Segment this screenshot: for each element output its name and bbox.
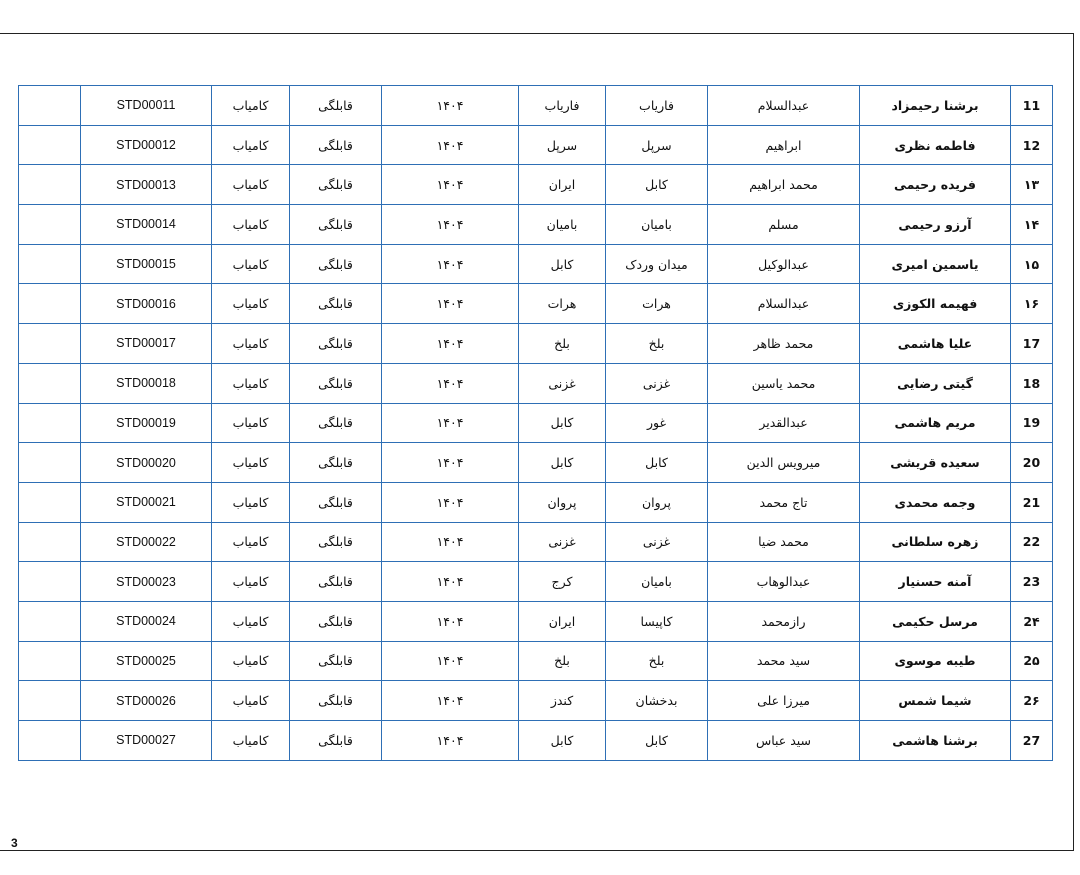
province-cell: کابل: [519, 721, 606, 761]
empty-cell: [19, 205, 81, 245]
birthplace-cell: بامیان: [606, 205, 708, 245]
result-cell: کامیاب: [212, 165, 290, 205]
father-name-cell: محمد ظاهر: [708, 324, 860, 364]
student-code-cell: STD00011: [81, 86, 212, 126]
birthplace-cell: بلخ: [606, 324, 708, 364]
year-cell: ۱۴۰۴: [382, 641, 519, 681]
province-cell: کابل: [519, 244, 606, 284]
province-cell: غزنی: [519, 522, 606, 562]
student-code-cell: STD00020: [81, 443, 212, 483]
birthplace-cell: غزنی: [606, 522, 708, 562]
birthplace-cell: کابل: [606, 165, 708, 205]
row-number-cell: 12: [1011, 125, 1053, 165]
year-cell: ۱۴۰۴: [382, 284, 519, 324]
student-code-cell: STD00021: [81, 482, 212, 522]
year-cell: ۱۴۰۴: [382, 482, 519, 522]
table-row: [19, 522, 1053, 562]
row-number-cell: 22: [1011, 522, 1053, 562]
province-cell: غزنی: [519, 363, 606, 403]
exam-cell: قابلگی: [290, 482, 382, 522]
result-cell: کامیاب: [212, 721, 290, 761]
birthplace-cell: هرات: [606, 284, 708, 324]
year-cell: ۱۴۰۴: [382, 86, 519, 126]
result-cell: کامیاب: [212, 601, 290, 641]
row-number-cell: 23: [1011, 562, 1053, 602]
province-cell: کابل: [519, 443, 606, 483]
student-name-cell: طیبه موسوی: [860, 641, 1011, 681]
province-cell: کابل: [519, 403, 606, 443]
table-row: [19, 86, 1053, 126]
empty-cell: [19, 324, 81, 364]
birthplace-cell: پروان: [606, 482, 708, 522]
row-number-cell: ۱۳: [1011, 165, 1053, 205]
result-cell: کامیاب: [212, 125, 290, 165]
empty-cell: [19, 443, 81, 483]
student-name-cell: آمنه حسنیار: [860, 562, 1011, 602]
year-cell: ۱۴۰۴: [382, 165, 519, 205]
father-name-cell: تاج محمد: [708, 482, 860, 522]
exam-cell: قابلگی: [290, 721, 382, 761]
father-name-cell: محمد ابراهیم: [708, 165, 860, 205]
empty-cell: [19, 86, 81, 126]
exam-cell: قابلگی: [290, 86, 382, 126]
exam-cell: قابلگی: [290, 403, 382, 443]
province-cell: سرپل: [519, 125, 606, 165]
result-cell: کامیاب: [212, 681, 290, 721]
student-code-cell: STD00014: [81, 205, 212, 245]
birthplace-cell: بامیان: [606, 562, 708, 602]
province-cell: ایران: [519, 165, 606, 205]
province-cell: پروان: [519, 482, 606, 522]
year-cell: ۱۴۰۴: [382, 721, 519, 761]
student-code-cell: STD00025: [81, 641, 212, 681]
row-number-cell: 11: [1011, 86, 1053, 126]
birthplace-cell: فاریاب: [606, 86, 708, 126]
student-name-cell: برشنا رحیمزاد: [860, 86, 1011, 126]
year-cell: ۱۴۰۴: [382, 205, 519, 245]
father-name-cell: عبدالقدیر: [708, 403, 860, 443]
row-number-cell: ۱۵: [1011, 244, 1053, 284]
year-cell: ۱۴۰۴: [382, 562, 519, 602]
result-cell: کامیاب: [212, 324, 290, 364]
empty-cell: [19, 403, 81, 443]
student-name-cell: فهیمه الکوزی: [860, 284, 1011, 324]
student-name-cell: فاطمه نظری: [860, 125, 1011, 165]
table-row: [19, 482, 1053, 522]
student-code-cell: STD00027: [81, 721, 212, 761]
empty-cell: [19, 363, 81, 403]
student-name-cell: وجمه محمدی: [860, 482, 1011, 522]
student-code-cell: STD00018: [81, 363, 212, 403]
result-cell: کامیاب: [212, 522, 290, 562]
student-code-cell: STD00019: [81, 403, 212, 443]
exam-cell: قابلگی: [290, 244, 382, 284]
father-name-cell: محمد یاسین: [708, 363, 860, 403]
row-number-cell: 17: [1011, 324, 1053, 364]
exam-cell: قابلگی: [290, 205, 382, 245]
empty-cell: [19, 522, 81, 562]
student-code-cell: STD00026: [81, 681, 212, 721]
result-cell: کامیاب: [212, 86, 290, 126]
table-row: [19, 601, 1053, 641]
result-cell: کامیاب: [212, 284, 290, 324]
exam-cell: قابلگی: [290, 443, 382, 483]
result-cell: کامیاب: [212, 363, 290, 403]
result-cell: کامیاب: [212, 641, 290, 681]
row-number-cell: 19: [1011, 403, 1053, 443]
table-row: [19, 443, 1053, 483]
table-row: [19, 205, 1053, 245]
student-name-cell: شیما شمس: [860, 681, 1011, 721]
year-cell: ۱۴۰۴: [382, 403, 519, 443]
page-number: 3: [11, 836, 18, 850]
student-name-cell: گیتی رضایی: [860, 363, 1011, 403]
empty-cell: [19, 244, 81, 284]
table-row: [19, 244, 1053, 284]
student-name-cell: مریم هاشمی: [860, 403, 1011, 443]
province-cell: بلخ: [519, 324, 606, 364]
row-number-cell: 2۵: [1011, 641, 1053, 681]
result-cell: کامیاب: [212, 205, 290, 245]
province-cell: کندز: [519, 681, 606, 721]
row-number-cell: ۱۶: [1011, 284, 1053, 324]
father-name-cell: مسلم: [708, 205, 860, 245]
year-cell: ۱۴۰۴: [382, 244, 519, 284]
year-cell: ۱۴۰۴: [382, 681, 519, 721]
empty-cell: [19, 284, 81, 324]
table-row: [19, 165, 1053, 205]
empty-cell: [19, 721, 81, 761]
exam-cell: قابلگی: [290, 601, 382, 641]
province-cell: بلخ: [519, 641, 606, 681]
exam-cell: قابلگی: [290, 284, 382, 324]
result-cell: کامیاب: [212, 562, 290, 602]
year-cell: ۱۴۰۴: [382, 363, 519, 403]
row-number-cell: 20: [1011, 443, 1053, 483]
table-row: [19, 363, 1053, 403]
table-row: [19, 721, 1053, 761]
father-name-cell: عبدالوهاب: [708, 562, 860, 602]
father-name-cell: عبدالسلام: [708, 86, 860, 126]
empty-cell: [19, 482, 81, 522]
row-number-cell: 2۶: [1011, 681, 1053, 721]
year-cell: ۱۴۰۴: [382, 601, 519, 641]
student-name-cell: یاسمین امیری: [860, 244, 1011, 284]
student-name-cell: آرزو رحیمی: [860, 205, 1011, 245]
exam-cell: قابلگی: [290, 165, 382, 205]
empty-cell: [19, 165, 81, 205]
table-row: [19, 403, 1053, 443]
father-name-cell: عبدالوکیل: [708, 244, 860, 284]
empty-cell: [19, 125, 81, 165]
exam-cell: قابلگی: [290, 641, 382, 681]
province-cell: کرج: [519, 562, 606, 602]
student-code-cell: STD00017: [81, 324, 212, 364]
year-cell: ۱۴۰۴: [382, 443, 519, 483]
father-name-cell: میرزا علی: [708, 681, 860, 721]
table-row: [19, 681, 1053, 721]
student-name-cell: برشنا هاشمی: [860, 721, 1011, 761]
exam-cell: قابلگی: [290, 522, 382, 562]
student-name-cell: مرسل حکیمی: [860, 601, 1011, 641]
student-name-cell: فریده رحیمی: [860, 165, 1011, 205]
row-number-cell: 21: [1011, 482, 1053, 522]
province-cell: بامیان: [519, 205, 606, 245]
student-name-cell: زهره سلطانی: [860, 522, 1011, 562]
exam-cell: قابلگی: [290, 363, 382, 403]
birthplace-cell: بدخشان: [606, 681, 708, 721]
result-cell: کامیاب: [212, 443, 290, 483]
student-code-cell: STD00013: [81, 165, 212, 205]
row-number-cell: ۱۴: [1011, 205, 1053, 245]
father-name-cell: عبدالسلام: [708, 284, 860, 324]
father-name-cell: ابراهیم: [708, 125, 860, 165]
father-name-cell: میرویس الدین: [708, 443, 860, 483]
empty-cell: [19, 641, 81, 681]
exam-cell: قابلگی: [290, 125, 382, 165]
student-name-cell: سعیده قریشی: [860, 443, 1011, 483]
result-cell: کامیاب: [212, 244, 290, 284]
birthplace-cell: کابل: [606, 721, 708, 761]
year-cell: ۱۴۰۴: [382, 125, 519, 165]
table-row: [19, 562, 1053, 602]
student-code-cell: STD00022: [81, 522, 212, 562]
empty-cell: [19, 681, 81, 721]
result-cell: کامیاب: [212, 482, 290, 522]
province-cell: فاریاب: [519, 86, 606, 126]
table-row: [19, 641, 1053, 681]
student-code-cell: STD00012: [81, 125, 212, 165]
birthplace-cell: غور: [606, 403, 708, 443]
father-name-cell: رازمحمد: [708, 601, 860, 641]
student-name-cell: علیا هاشمی: [860, 324, 1011, 364]
birthplace-cell: سرپل: [606, 125, 708, 165]
province-cell: هرات: [519, 284, 606, 324]
birthplace-cell: بلخ: [606, 641, 708, 681]
student-code-cell: STD00024: [81, 601, 212, 641]
father-name-cell: سید عباس: [708, 721, 860, 761]
father-name-cell: محمد ضیا: [708, 522, 860, 562]
table-row: [19, 125, 1053, 165]
empty-cell: [19, 601, 81, 641]
student-code-cell: STD00016: [81, 284, 212, 324]
exam-cell: قابلگی: [290, 681, 382, 721]
empty-cell: [19, 562, 81, 602]
province-cell: ایران: [519, 601, 606, 641]
exam-cell: قابلگی: [290, 562, 382, 602]
result-cell: کامیاب: [212, 403, 290, 443]
year-cell: ۱۴۰۴: [382, 522, 519, 562]
table-row: [19, 284, 1053, 324]
row-number-cell: 2۴: [1011, 601, 1053, 641]
birthplace-cell: میدان وردک: [606, 244, 708, 284]
student-table: [18, 85, 1053, 761]
student-code-cell: STD00015: [81, 244, 212, 284]
student-code-cell: STD00023: [81, 562, 212, 602]
row-number-cell: 18: [1011, 363, 1053, 403]
exam-cell: قابلگی: [290, 324, 382, 364]
birthplace-cell: کاپیسا: [606, 601, 708, 641]
row-number-cell: 27: [1011, 721, 1053, 761]
father-name-cell: سید محمد: [708, 641, 860, 681]
birthplace-cell: کابل: [606, 443, 708, 483]
birthplace-cell: غزنی: [606, 363, 708, 403]
year-cell: ۱۴۰۴: [382, 324, 519, 364]
table-row: [19, 324, 1053, 364]
